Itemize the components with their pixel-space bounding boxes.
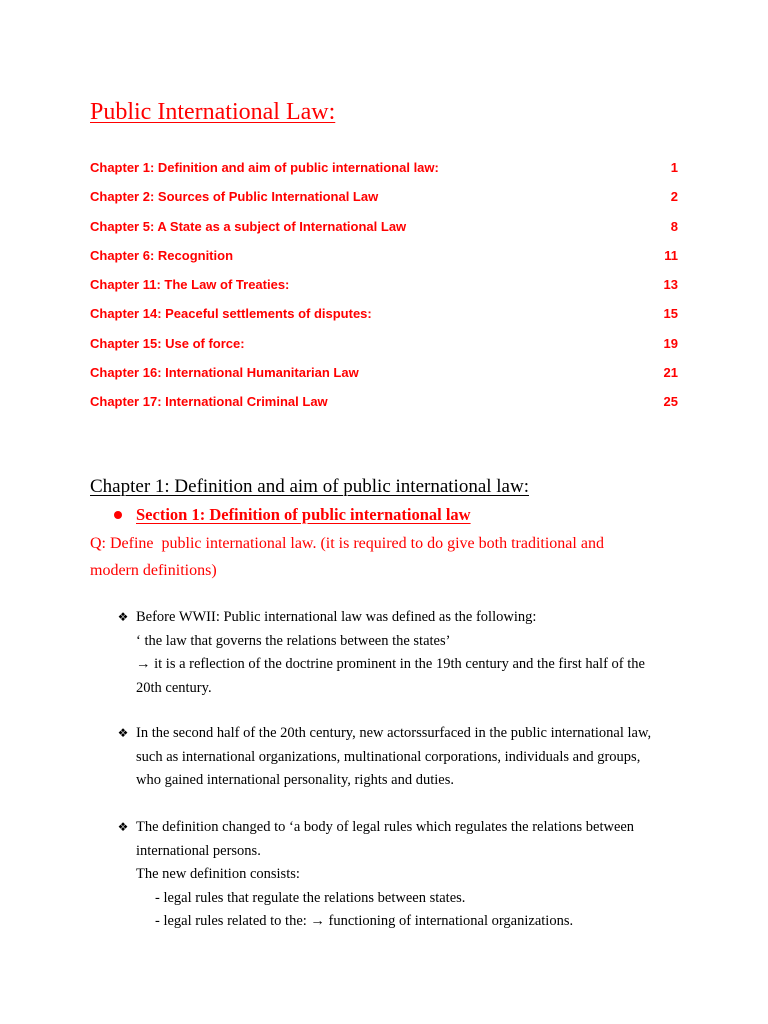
toc-entry-label[interactable]: Chapter 2: Sources of Public International Law (90, 189, 379, 205)
sub-list-item: - legal rules related to the: → functioning of international organizations. (155, 913, 574, 929)
toc-entry-page[interactable]: 11 (664, 247, 678, 263)
paragraph-line: who gained international personality, rights and duties. (136, 772, 454, 788)
toc-entry[interactable] (90, 153, 678, 182)
toc-entry-label[interactable]: Chapter 5: A State as a subject of International Law (90, 218, 407, 234)
question-paragraph (90, 530, 604, 584)
paragraph-line: such as international organizations, multinational corporations, individuals and groups, (136, 748, 641, 765)
toc-entry-page[interactable]: 21 (663, 364, 678, 380)
question-line: modern definitions) (90, 562, 217, 579)
toc-entry-page[interactable]: 13 (663, 277, 678, 292)
toc-entry[interactable] (90, 329, 678, 358)
toc-entry-page[interactable]: 1 (670, 160, 678, 175)
paragraph-line: 20th century. (136, 679, 212, 696)
toc-entry-label[interactable]: Chapter 16: International Humanitarian Law (90, 364, 359, 380)
toc-entry[interactable] (90, 299, 678, 328)
paragraph-line: Before WWII: Public international law was defined as the following: (136, 609, 537, 625)
sub-list-item: - legal rules that regulate the relations between states. (155, 889, 466, 906)
toc-entry-label[interactable]: Chapter 11: The Law of Treaties: (90, 277, 290, 292)
paragraph-line: → it is a reflection of the doctrine prominent in the 19th century and the first half of the (136, 656, 645, 672)
paragraph-line: The definition changed to ‘a body of legal rules which regulates the relations between (136, 819, 635, 835)
toc-entry[interactable] (90, 212, 678, 241)
diamond-bullet-icon (116, 606, 130, 630)
toc-entry[interactable] (90, 358, 678, 387)
toc-entry-page[interactable]: 2 (670, 189, 678, 205)
chapter-heading: Chapter 1: Definition and aim of public international law: (90, 476, 529, 497)
paragraph-line: In the second half of the 20th century, new actorssurfaced in the public international law, (136, 725, 652, 741)
paragraph-line: The new definition consists: (136, 866, 300, 882)
table-of-contents (90, 153, 678, 416)
diamond-bullet-icon (116, 722, 130, 746)
diamond-bullet-icon (116, 816, 130, 840)
toc-entry[interactable] (90, 270, 678, 299)
bullet-point (136, 606, 645, 700)
bullet-point (136, 722, 651, 793)
toc-entry[interactable] (90, 182, 678, 211)
toc-entry-label[interactable]: Chapter 6: Recognition (90, 247, 234, 263)
toc-entry-label[interactable]: Chapter 15: Use of force: (90, 335, 245, 351)
toc-entry-page[interactable]: 19 (663, 335, 678, 351)
toc-entry-page[interactable]: 15 (663, 306, 678, 322)
bullet-point (136, 816, 634, 934)
bullet-icon (114, 511, 122, 519)
section-heading: Section 1: Definition of public international law (136, 505, 471, 524)
toc-entry[interactable] (90, 387, 678, 416)
paragraph-line: international persons. (136, 842, 261, 859)
toc-entry-label[interactable]: Chapter 17: International Criminal Law (90, 394, 328, 409)
paragraph-line: ‘ the law that governs the relations between the states’ (136, 632, 451, 649)
toc-entry-page[interactable]: 25 (663, 394, 678, 409)
toc-entry-label[interactable]: Chapter 1: Definition and aim of public international law: (90, 160, 439, 175)
question-line: Q: Define public international law. (it is required to do give both traditional and (90, 535, 604, 552)
toc-entry-page[interactable]: 8 (670, 218, 678, 234)
document-title: Public International Law: (90, 99, 336, 125)
toc-entry[interactable] (90, 241, 678, 270)
toc-entry-label[interactable]: Chapter 14: Peaceful settlements of disputes: (90, 306, 372, 322)
